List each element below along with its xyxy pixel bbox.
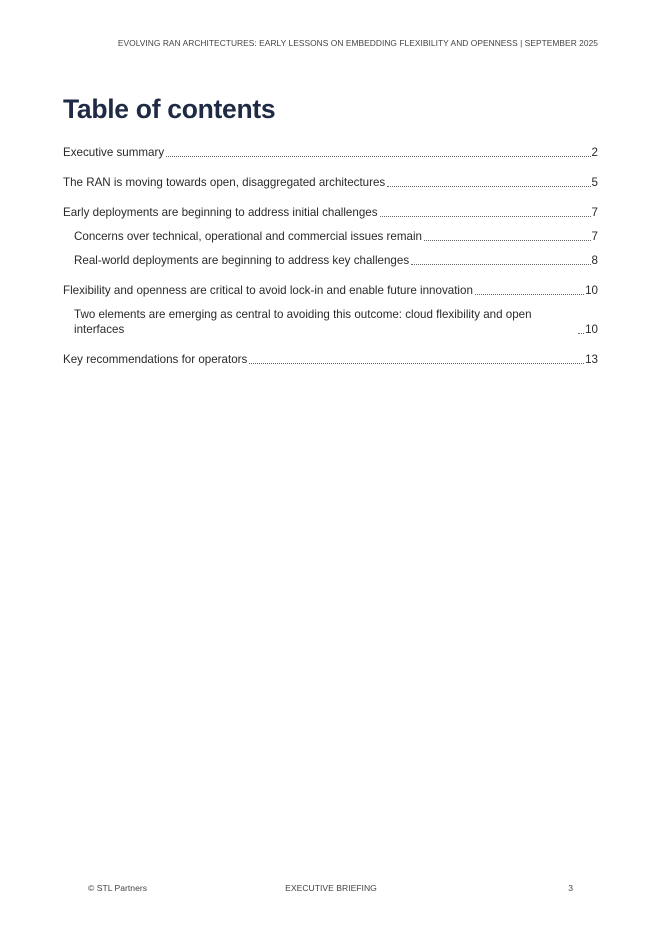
running-header: EVOLVING RAN ARCHITECTURES: EARLY LESSONS ON EMBEDDING FLEXIBILITY AND OPENNESS | SEPTEMBER 2025 [117,38,598,48]
toc-entry-ran-moving[interactable] [63,175,598,190]
toc-entry-title: Concerns over technical, operational and commercial issues remain [74,230,422,243]
toc-entry-title: The RAN is moving towards open, disaggregated architectures [63,176,386,189]
toc-entry-title: Flexibility and openness are critical to avoid lock-in and enable future innovation [63,284,473,297]
toc-leader-dots [249,363,584,364]
toc-leader-dots [387,186,590,187]
toc-entry-title: Two elements are emerging as central to avoiding this outcome: cloud flexibility and open interfaces [74,308,532,336]
toc-leader-dots [166,156,590,157]
toc-entry-title: Key recommendations for operators [63,353,248,366]
toc-entry-title: Early deployments are beginning to address initial challenges [63,206,378,219]
page-title: Table of contents [63,94,276,124]
toc-entry-title: Executive summary [63,146,165,159]
table-of-contents [63,145,598,382]
toc-entry-early-deployments[interactable] [63,205,598,220]
toc-leader-dots [424,240,591,241]
toc-leader-dots [475,294,584,295]
footer-copyright: © STL Partners [88,883,148,893]
toc-page-number: 13 [585,353,598,366]
toc-entry-key-recommendations[interactable] [63,352,598,367]
toc-page-number: 8 [591,254,598,267]
toc-leader-dots [380,216,591,217]
toc-entry-title: Real-world deployments are beginning to address key challenges [74,254,410,267]
toc-leader-dots [578,333,584,334]
toc-leader-dots [411,264,590,265]
toc-page-number: 10 [585,323,598,336]
footer-document-type: EXECUTIVE BRIEFING [285,883,377,893]
toc-page-number: 2 [591,146,598,159]
footer-page-number: 3 [568,883,573,893]
toc-page-number: 5 [591,176,598,189]
toc-entry-concerns[interactable] [63,229,598,244]
toc-entry-executive-summary[interactable] [63,145,598,160]
toc-page-number: 7 [591,230,598,243]
toc-page-number: 10 [585,284,598,297]
toc-entry-two-elements[interactable] [63,307,598,337]
toc-entry-flexibility-openness[interactable] [63,283,598,298]
toc-entry-real-world-deployments[interactable] [63,253,598,268]
toc-page-number: 7 [591,206,598,219]
